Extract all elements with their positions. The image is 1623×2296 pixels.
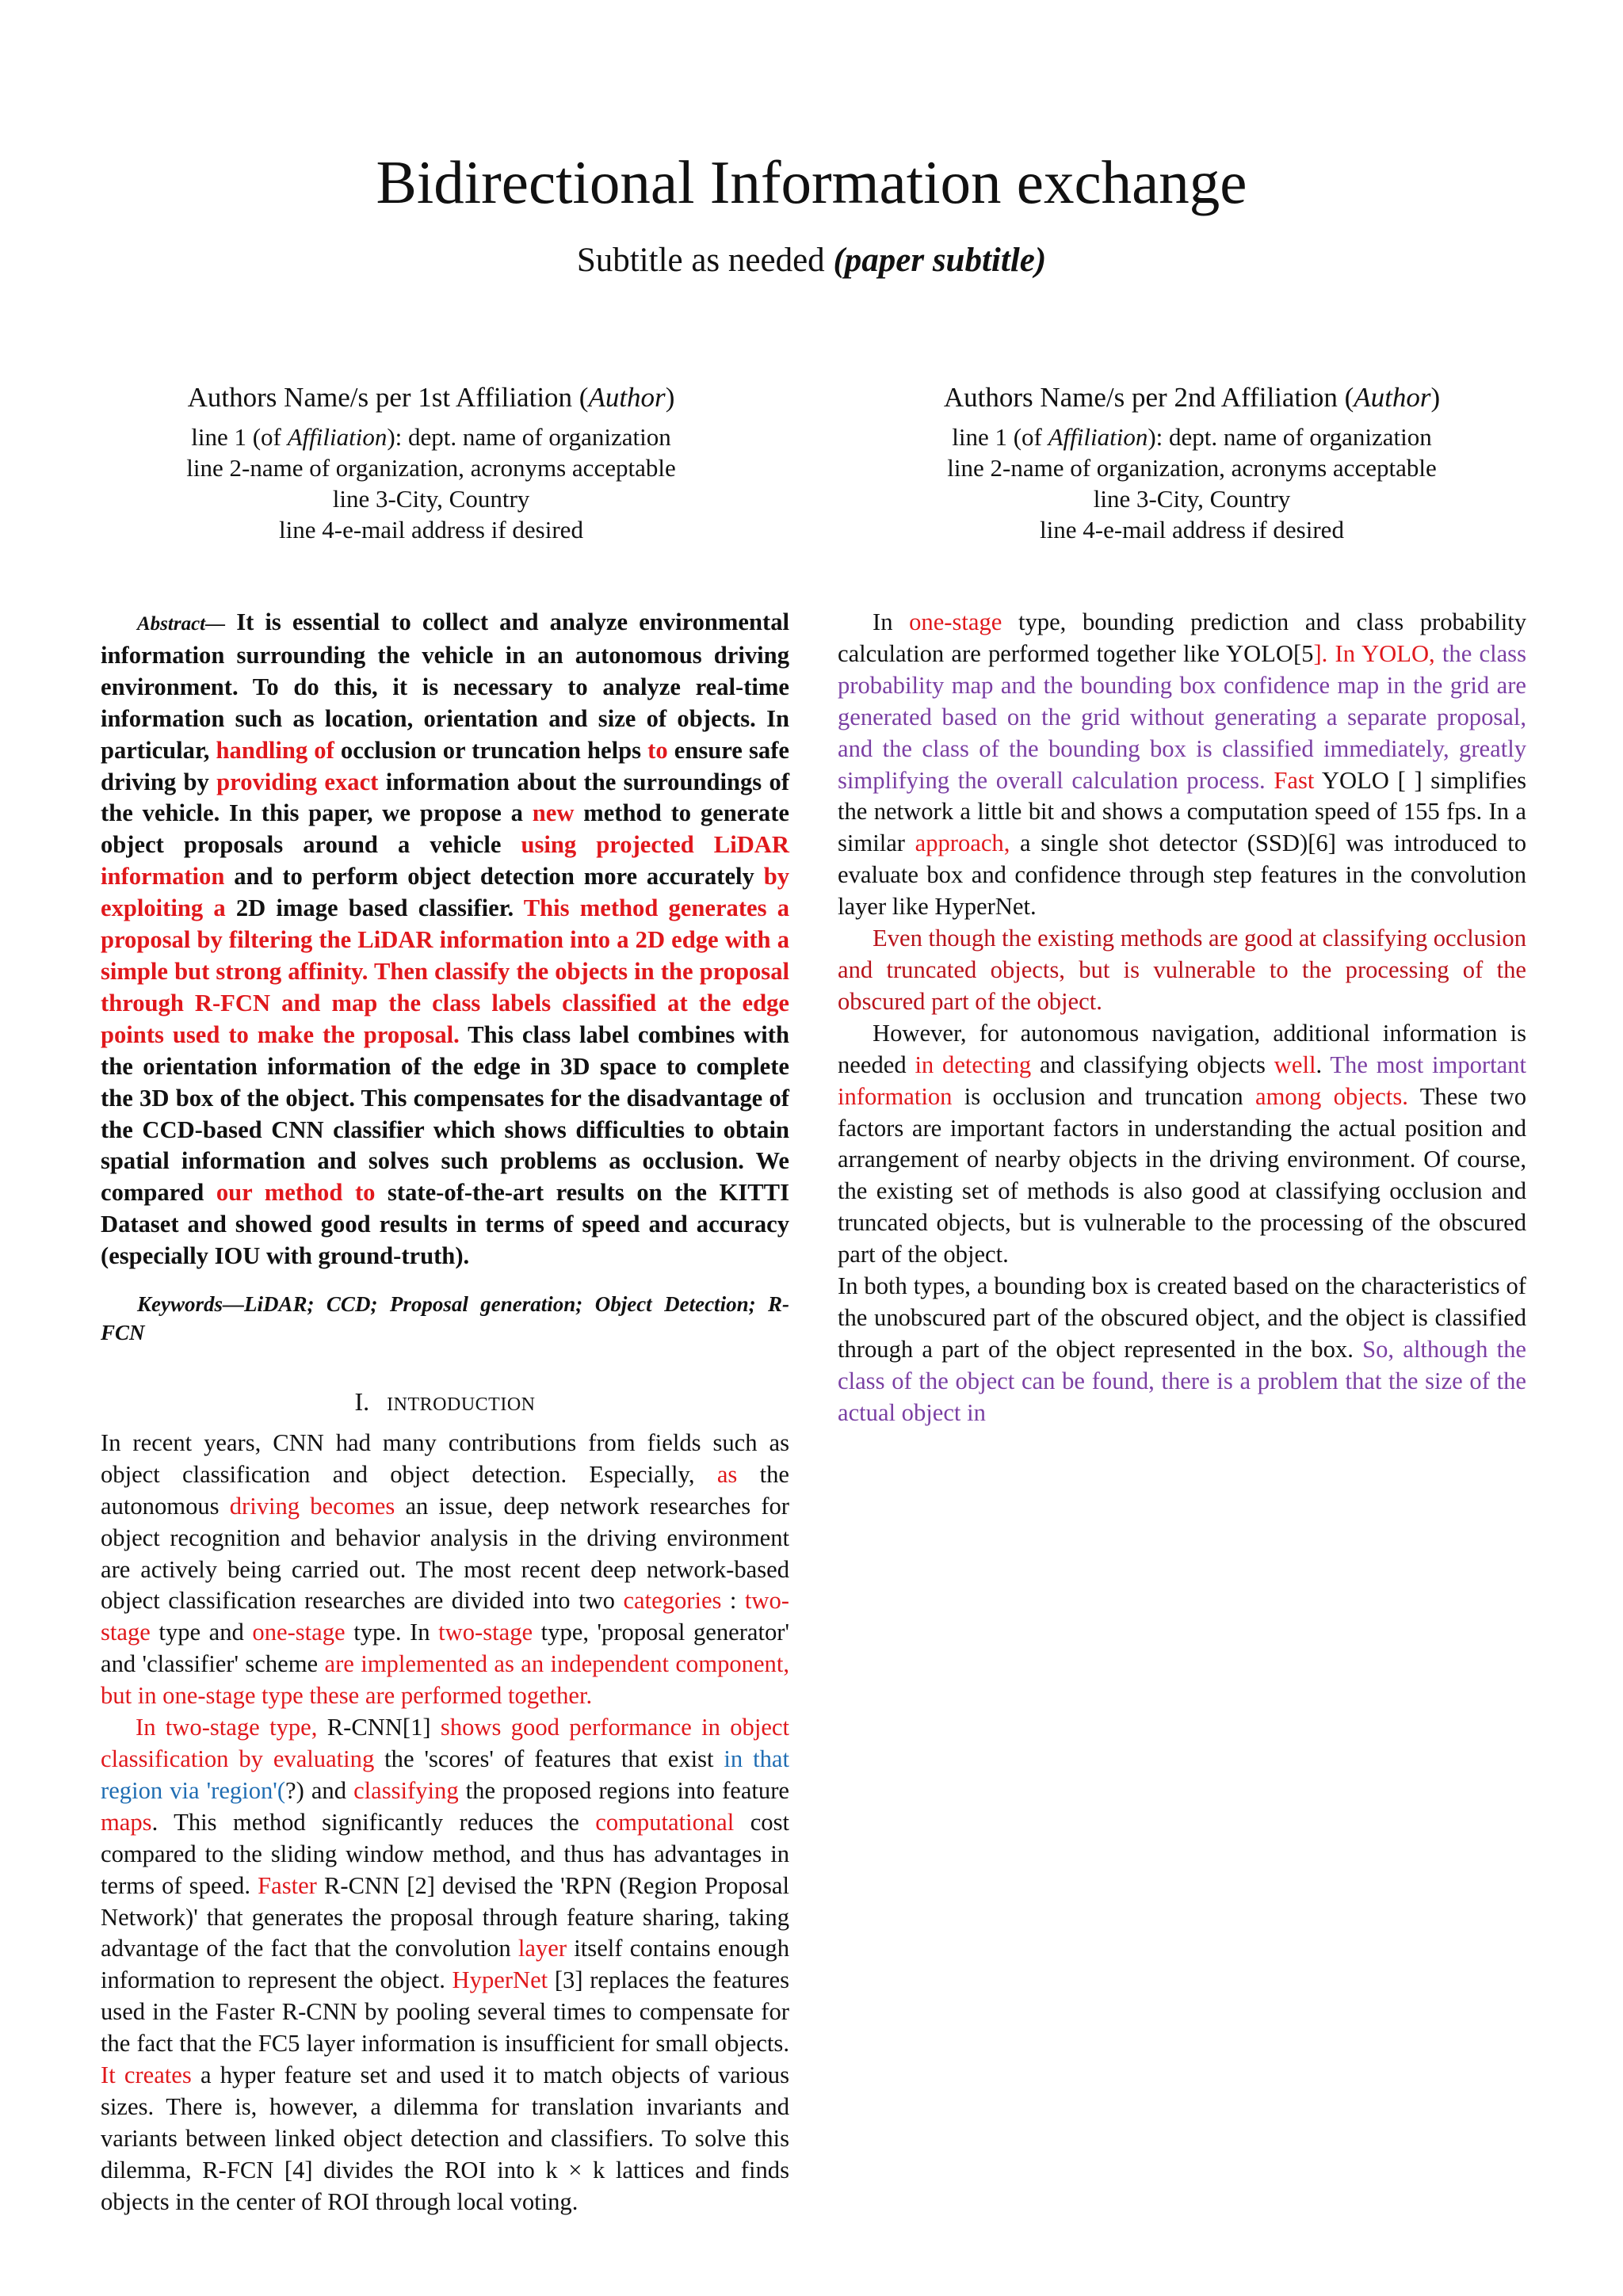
text-run: [3] replaces the features used in the Faster R-CNN by pooling several times to compensate for the fact that the FC5 layer information is insufficient for small objects. xyxy=(101,1966,789,2058)
affiliation-1 xyxy=(82,379,780,545)
text-run: type and xyxy=(150,1619,253,1646)
text-run: to xyxy=(647,736,668,764)
text-run: the class probability map and the bounding box confidence map in the grid are generated based on the grid without generating a separate proposal, and the class of the bounding box is classified immediately, greatly simplifying the overall calculation process. xyxy=(838,639,1526,794)
text-run: R-CNN [2] devised the 'RPN (Region Proposal Network)' that generates the proposal through feature sharing, taking advantage of the fact that the convolution xyxy=(101,1871,789,1962)
text-run: . This method significantly reduces the xyxy=(151,1808,596,1836)
text-run: the 'scores' of features that exist xyxy=(374,1745,724,1772)
text-run: are implemented as an independent component, but in one-stage type these are performed together. xyxy=(101,1650,789,1710)
author-name: Authors Name/s per 1st Affiliation (Author) xyxy=(187,382,675,413)
text-run: shows good performance in object classification by evaluating xyxy=(101,1714,789,1772)
text-run: an issue, deep network researches for object recognition and behavior analysis in the driving environment are actively being carried out. The most recent deep network-based object classification researches are divided into two xyxy=(101,1492,789,1615)
text-run: two-stage xyxy=(438,1619,533,1646)
text-run: In xyxy=(873,608,910,635)
text-run: YOLO [ ] simplifies the network a little bit and shows a computation speed of 155 fps. In a similar xyxy=(838,766,1526,857)
text-run: categories xyxy=(623,1587,722,1615)
text-run: information xyxy=(838,1082,953,1110)
keywords xyxy=(101,1290,789,1347)
text-run: itself contains enough information to represent the object. xyxy=(101,1935,789,1994)
affiliation-line-3: line 3-City, Country xyxy=(1093,485,1291,513)
affiliation-line-1: line 1 (of Affiliation): dept. name of organization xyxy=(952,423,1432,451)
text-run: providing exact xyxy=(216,768,379,795)
intro-paragraph-3 xyxy=(838,607,1526,923)
text-run: one-stage xyxy=(909,608,1002,635)
text-run: 2D image based classifier. xyxy=(225,894,524,922)
text-run: as xyxy=(716,1460,738,1488)
text-run: R-CNN[1] xyxy=(327,1714,431,1741)
keywords-text: LiDAR; CCD; Proposal generation; Object Detection; R-FCN xyxy=(101,1292,789,1345)
text-run: occlusion or truncation helps xyxy=(334,736,648,764)
text-run: ensure safe driving by xyxy=(101,736,789,795)
text-run: Fast xyxy=(1274,766,1315,794)
text-run: computational xyxy=(595,1808,735,1836)
text-run: However, for autonomous navigation, additional information is needed xyxy=(838,1019,1526,1078)
section-title: INTRODUCTION xyxy=(387,1394,536,1416)
text-run: ?) and xyxy=(285,1776,354,1804)
text-run: in detecting xyxy=(915,1051,1032,1078)
text-run: driving becomes xyxy=(229,1492,395,1520)
text-run: and to perform object detection more accurately xyxy=(224,863,764,891)
affiliation-line-2: line 2-name of organization, acronyms acceptable xyxy=(947,454,1437,482)
text-run: in that region via 'region'( xyxy=(101,1745,789,1804)
paper-title: Bidirectional Information exchange xyxy=(376,148,1247,216)
text-run: state-of-the-art results on the KITTI Dataset and showed good results in terms of speed and accuracy (especially IOU with ground-truth). xyxy=(101,1179,789,1270)
text-run: by exploiting a xyxy=(101,863,789,922)
text-run: In two-stage type, xyxy=(136,1714,327,1741)
text-run: cost compared to the sliding window method, and thus has advantages in terms of speed. xyxy=(101,1808,789,1899)
text-run: Even though the existing methods are good at classifying occlusion and truncated objects, but is vulnerable to the processing of the obscured part of the object. xyxy=(838,925,1527,1015)
text-run: a single shot detector (SSD)[6] was introduced to evaluate box and confidence through step features in the convolution layer like HyperNet. xyxy=(838,830,1526,921)
text-run: and classifying objects xyxy=(1031,1051,1274,1078)
text-run: the proposed regions into feature xyxy=(458,1776,789,1804)
text-run: a hyper feature set and used it to match objects of various sizes. There is, however, a dilemma for translation invariants and variants between linked object detection and classifiers. To solve this dilemma, R-FCN [4] divides the ROI into k × k lattices and finds objects in the center of ROI through local voting. xyxy=(101,2061,790,2215)
text-run: : xyxy=(721,1587,745,1615)
text-run: the autonomous xyxy=(101,1460,789,1520)
text-run: In both types, a bounding box is created based on the characteristics of the unobscured part of the obscured object, and the object is classified through a part of the object represented in the box. xyxy=(838,1272,1526,1363)
affiliation-line-1: line 1 (of Affiliation): dept. name of organization xyxy=(191,423,671,451)
intro-paragraph-1 xyxy=(101,1428,789,1712)
text-run: In recent years, CNN had many contributions from fields such as object classification and object detection. Especially, xyxy=(101,1428,789,1488)
text-run: . xyxy=(1316,1051,1331,1078)
text-run: method to generate object proposals around a vehicle xyxy=(101,799,789,859)
text-run: HyperNet xyxy=(452,1966,548,1994)
text-run: well xyxy=(1274,1051,1316,1078)
intro-paragraph-2 xyxy=(101,1712,789,2218)
text-run: This method generates a proposal by filtering the LiDAR information into a 2D edge with a simple but strong affinity. Then classify the objects in the proposal through R-FCN and map the class labels classified at the edge points used to make the proposal. xyxy=(101,894,790,1048)
intro-paragraph-6 xyxy=(838,1271,1526,1429)
text-run: These two factors are important factors in understanding the actual position and arrangement of nearby objects in the driving environment. Of course, the existing set of methods is also good at classifying occlusion and truncated objects, but is vulnerable to the processing of the obscured part of the object. xyxy=(838,1082,1526,1268)
text-run: This class label combines with the orientation information of the edge in 3D space to complete the 3D box of the object. This compensates for the disadvantage of the CCD-based CNN classifier which shows difficulties to obtain spatial information and solves such problems as occlusion. We compared xyxy=(101,1020,789,1207)
text-run: So, although the class of the object can be found, there is a problem that the size of the actual object in xyxy=(838,1335,1526,1426)
text-run: new xyxy=(532,799,575,827)
text-run: type. In xyxy=(345,1619,439,1646)
affiliation-line-3: line 3-City, Country xyxy=(332,485,530,513)
text-run: information about the surroundings of the vehicle. In this paper, we propose a xyxy=(101,768,790,827)
subtitle-emphasis: (paper subtitle) xyxy=(833,242,1047,279)
keywords-lead: Keywords— xyxy=(137,1292,244,1317)
text-run: type, bounding prediction and class probability calculation are performed together like YOLO[5 xyxy=(838,608,1526,667)
abstract xyxy=(101,607,789,1272)
author-name: Authors Name/s per 2nd Affiliation (Author) xyxy=(943,382,1441,413)
text-run: It creates xyxy=(101,2061,192,2089)
text-run: layer xyxy=(517,1935,567,1962)
text-run: is occlusion and truncation xyxy=(952,1082,1256,1110)
text-run: two-stage xyxy=(101,1587,789,1646)
text-run: approach, xyxy=(915,830,1010,857)
text-run: It is essential to collect and analyze environmental information surrounding the vehicle in an autonomous driving environment. To do this, it is necessary to analyze real-time information such as location, orientation and size of objects. In particular, xyxy=(101,608,789,764)
affiliation-line-4: line 4-e-mail address if desired xyxy=(1040,516,1344,543)
text-run: among objects. xyxy=(1255,1082,1408,1110)
affiliation-2 xyxy=(843,379,1541,545)
left-column xyxy=(101,607,789,2218)
text-run: one-stage xyxy=(252,1619,346,1646)
text-run: using projected LiDAR information xyxy=(101,831,789,891)
section-heading-introduction xyxy=(101,1386,789,1421)
section-number: I. xyxy=(354,1387,370,1417)
abstract-lead: Abstract— xyxy=(137,613,226,635)
right-column xyxy=(838,607,1526,1429)
paper-subtitle xyxy=(0,241,1623,280)
subtitle-text: Subtitle as needed xyxy=(576,242,834,279)
text-run: Faster xyxy=(258,1871,317,1899)
text-run: classifying xyxy=(353,1776,459,1804)
text-run: The most important xyxy=(1330,1051,1526,1078)
affiliation-line-4: line 4-e-mail address if desired xyxy=(279,516,583,543)
text-run: our method to xyxy=(216,1179,376,1207)
text-run: type, 'proposal generator' and 'classifier' scheme xyxy=(101,1619,789,1678)
text-run: maps xyxy=(101,1808,152,1836)
intro-paragraph-5 xyxy=(838,1018,1526,1271)
text-run: handling of xyxy=(216,736,334,764)
affiliation-line-2: line 2-name of organization, acronyms acceptable xyxy=(186,454,676,482)
text-run: ]. In YOLO, xyxy=(1313,639,1435,667)
intro-paragraph-4 xyxy=(838,923,1526,1018)
